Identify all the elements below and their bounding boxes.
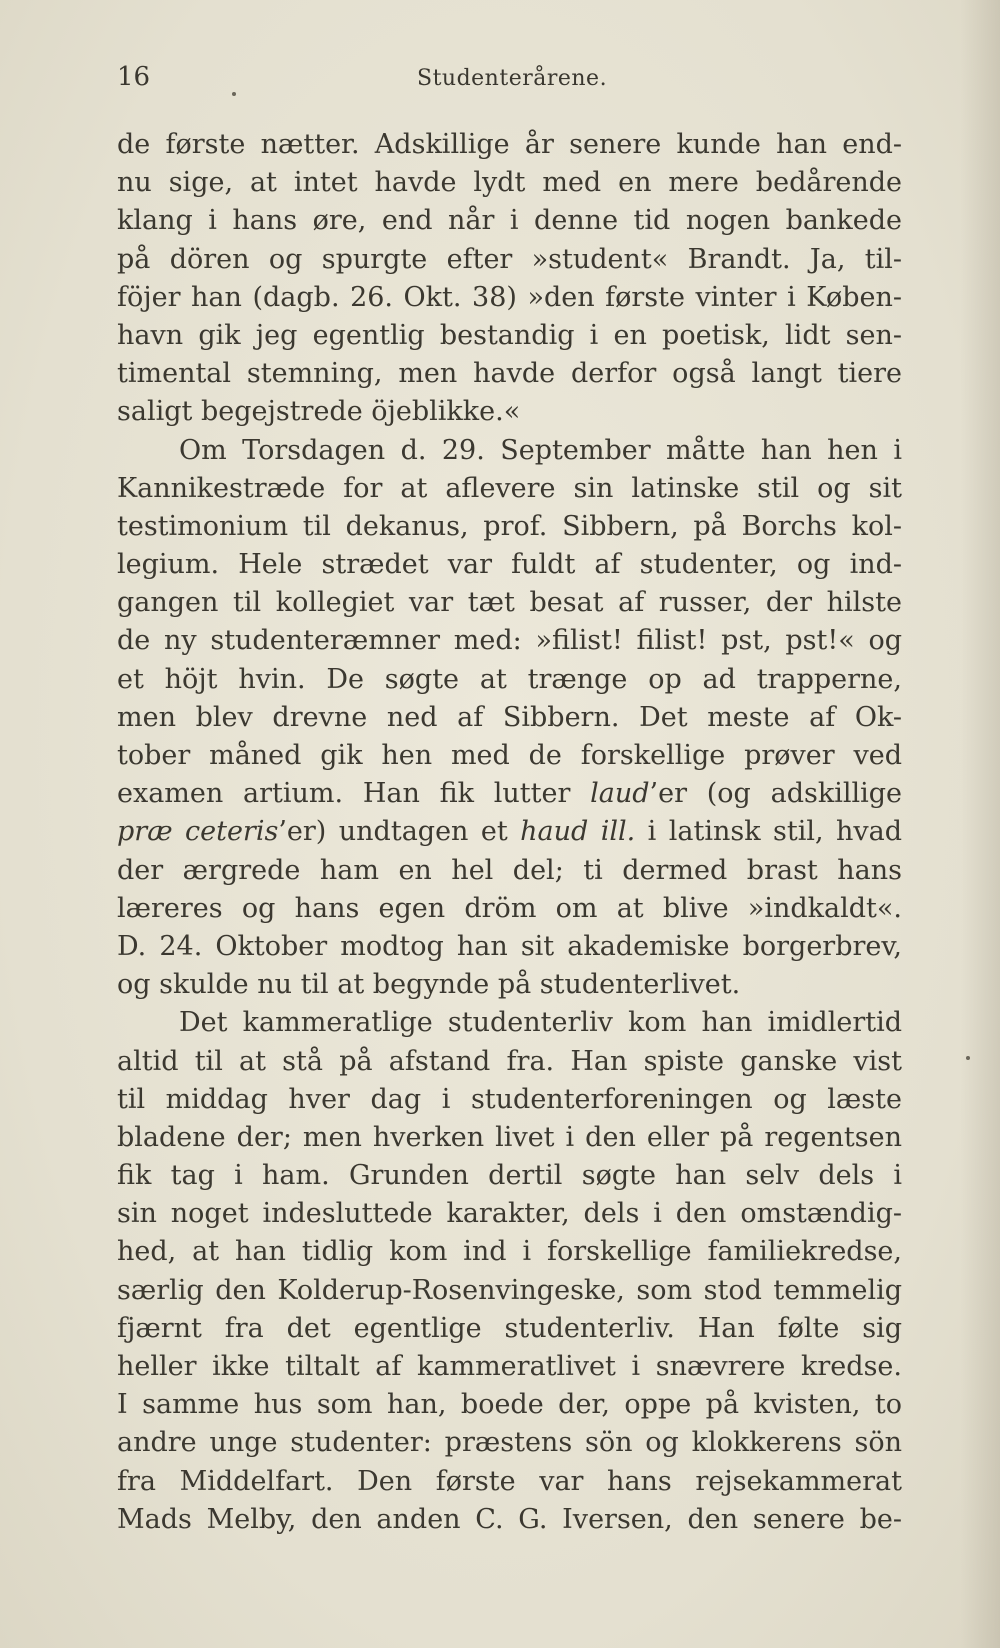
- text-line: fjærnt fra det egentlige studenterliv. Han følte sig: [117, 1312, 902, 1344]
- text-line: Mads Melby, den anden C. G. Iversen, den senere be-: [117, 1503, 902, 1535]
- text-line: I samme hus som han, boede der, oppe på kvisten, to: [117, 1389, 902, 1421]
- paragraph-first-line: Om Torsdagen d. 29. September måtte han hen i: [179, 434, 902, 466]
- text-line: altid til at stå på afstand fra. Han spiste ganske vist: [117, 1045, 902, 1077]
- text-line: Kannikestræde for at aflevere sin latinske stil og sit: [117, 472, 902, 504]
- text-segment: i latinsk stil, hvad: [635, 816, 903, 848]
- text-line: timental stemning, men havde derfor også langt tiere: [117, 358, 902, 390]
- italic-term: haud ill.: [520, 816, 636, 848]
- text-line: men blev drevne ned af Sibbern. Det meste af Ok-: [117, 701, 902, 733]
- text-line: föjer han (dagb. 26. Okt. 38) »den første vinter i Køben-: [117, 281, 902, 313]
- text-line: de ny studenteræmner med: »filist! filist! pst, pst!« og: [117, 625, 902, 657]
- text-line: sin noget indesluttede karakter, dels i den omstændig-: [117, 1198, 902, 1230]
- text-line: gangen til kollegiet var tæt besat af russer, der hilste: [117, 587, 902, 619]
- body-text: [117, 126, 902, 1539]
- text-line-mixed: [117, 775, 902, 813]
- text-segment: ’er) undtagen et: [278, 816, 521, 848]
- italic-term: præ ceteris: [117, 816, 279, 848]
- text-line: nu sige, at intet havde lydt med en mere bedårende: [117, 167, 902, 199]
- text-line: bladene der; men hverken livet i den eller på regentsen: [117, 1121, 902, 1153]
- text-segment: examen artium. Han fik lutter: [117, 778, 591, 810]
- text-line: testimonium til dekanus, prof. Sibbern, på Borchs kol-: [117, 510, 902, 542]
- text-line: der ærgrede ham en hel del; ti dermed brast hans: [117, 854, 902, 886]
- paragraph-first-line: Det kammeratlige studenterliv kom han imidlertid: [179, 1007, 902, 1039]
- text-line: klang i hans øre, end når i denne tid nogen bankede: [117, 205, 902, 237]
- text-line: og skulde nu til at begynde på studenterlivet.: [117, 969, 741, 1001]
- text-line: legium. Hele strædet var fuldt af studenter, og ind-: [117, 549, 902, 581]
- text-segment: ’er (og adskillige: [649, 778, 903, 810]
- text-line: D. 24. Oktober modtog han sit akademiske borgerbrev,: [117, 930, 902, 962]
- text-line-mixed: [117, 813, 902, 851]
- text-line: på dören og spurgte efter »student« Brandt. Ja, til-: [117, 243, 902, 275]
- italic-term: laud: [590, 778, 650, 810]
- text-line: de første nætter. Adskillige år senere kunde han end-: [117, 129, 902, 160]
- text-line: fik tag i ham. Grunden dertil søgte han selv dels i: [117, 1160, 902, 1192]
- page-number: 16: [117, 62, 151, 92]
- running-head: Studenterårene.: [417, 66, 608, 91]
- text-line: til middag hver dag i studenterforeningen og læste: [117, 1083, 902, 1115]
- text-line: et höjt hvin. De søgte at trænge op ad trapperne,: [117, 663, 902, 695]
- text-line: tober måned gik hen med de forskellige prøver ved: [117, 740, 902, 771]
- text-line: hed, at han tidlig kom ind i forskellige familiekredse,: [117, 1236, 902, 1268]
- text-line: læreres og hans egen dröm om at blive »indkaldt«.: [117, 892, 902, 924]
- paper-speck: [232, 92, 236, 96]
- text-line: havn gik jeg egentlig bestandig i en poetisk, lidt sen-: [117, 319, 902, 351]
- page-edge-shadow: [960, 0, 1000, 1648]
- text-line: heller ikke tiltalt af kammeratlivet i snævrere kredse.: [117, 1351, 902, 1382]
- text-line: saligt begejstrede öjeblikke.«: [117, 396, 521, 428]
- text-line: særlig den Kolderup-Rosenvingeske, som stod temmelig: [117, 1274, 902, 1306]
- paper-speck: [966, 1056, 970, 1060]
- text-line: andre unge studenter: præstens sön og klokkerens sön: [117, 1427, 902, 1459]
- text-line: fra Middelfart. Den første var hans rejsekammerat: [117, 1465, 902, 1497]
